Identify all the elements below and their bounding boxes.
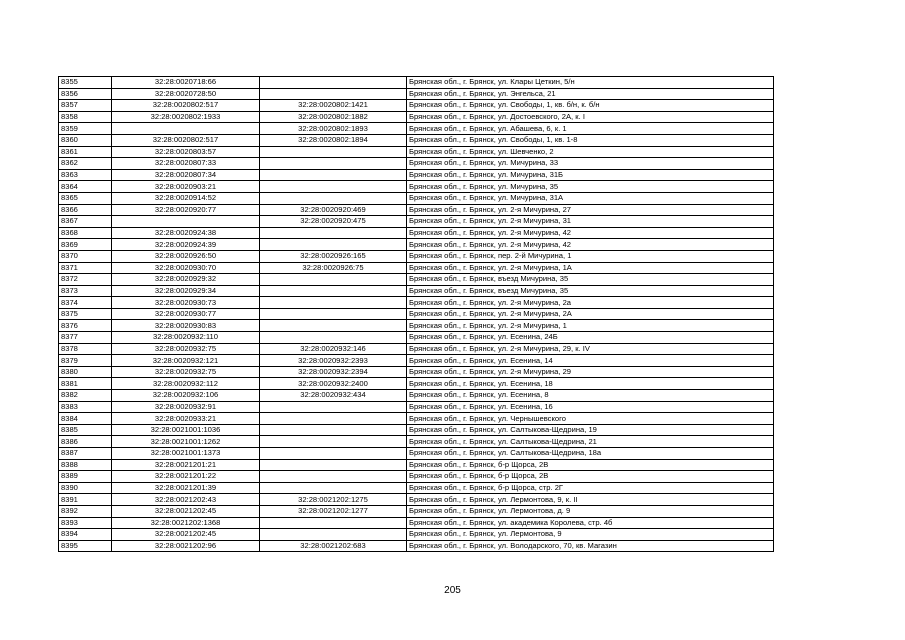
table-row bbox=[59, 540, 774, 552]
cadastral-number-cell: 32:28:0021201:22 bbox=[112, 471, 260, 483]
object-cadastral-number-cell: 32:28:0020920:469 bbox=[260, 204, 407, 216]
row-number-cell: 8390 bbox=[59, 482, 112, 494]
row-number-cell: 8364 bbox=[59, 181, 112, 193]
cadastral-number-cell: 32:28:0020932:75 bbox=[112, 366, 260, 378]
object-cadastral-number-cell: 32:28:0020932:146 bbox=[260, 343, 407, 355]
object-cadastral-number-cell: 32:28:0020932:2393 bbox=[260, 355, 407, 367]
table-row bbox=[59, 285, 774, 297]
address-cell: Брянская обл., г. Брянск, ул. Абашева, 6, к. 1 bbox=[407, 123, 774, 135]
row-number-cell: 8375 bbox=[59, 308, 112, 320]
address-cell: Брянская обл., г. Брянск, ул. 2-я Мичурина, 2А bbox=[407, 308, 774, 320]
table-row bbox=[59, 216, 774, 228]
row-number-cell: 8386 bbox=[59, 436, 112, 448]
address-cell: Брянская обл., г. Брянск, ул. Салтыкова-Щедрина, 18а bbox=[407, 448, 774, 460]
row-number-cell: 8377 bbox=[59, 332, 112, 344]
object-cadastral-number-cell bbox=[260, 413, 407, 425]
address-cell: Брянская обл., г. Брянск, ул. Энгельса, 21 bbox=[407, 88, 774, 100]
address-cell: Брянская обл., г. Брянск, ул. Мичурина, 35 bbox=[407, 181, 774, 193]
cadastral-number-cell: 32:28:0020933:21 bbox=[112, 413, 260, 425]
table-row bbox=[59, 297, 774, 309]
object-cadastral-number-cell bbox=[260, 192, 407, 204]
row-number-cell: 8374 bbox=[59, 297, 112, 309]
table-row bbox=[59, 482, 774, 494]
cadastral-number-cell: 32:28:0020932:121 bbox=[112, 355, 260, 367]
table-row bbox=[59, 262, 774, 274]
object-cadastral-number-cell bbox=[260, 448, 407, 460]
cadastral-number-cell: 32:28:0020914:52 bbox=[112, 192, 260, 204]
cadastral-number-cell: 32:28:0020802:517 bbox=[112, 134, 260, 146]
object-cadastral-number-cell: 32:28:0021202:683 bbox=[260, 540, 407, 552]
cadastral-number-cell: 32:28:0020718:66 bbox=[112, 77, 260, 89]
row-number-cell: 8357 bbox=[59, 100, 112, 112]
address-cell: Брянская обл., г. Брянск, ул. 2-я Мичурина, 42 bbox=[407, 227, 774, 239]
object-cadastral-number-cell: 32:28:0020932:2394 bbox=[260, 366, 407, 378]
cadastral-number-cell: 32:28:0020932:110 bbox=[112, 332, 260, 344]
object-cadastral-number-cell bbox=[260, 77, 407, 89]
address-cell: Брянская обл., г. Брянск, ул. 2-я Мичурина, 31 bbox=[407, 216, 774, 228]
table-row bbox=[59, 169, 774, 181]
object-cadastral-number-cell bbox=[260, 459, 407, 471]
row-number-cell: 8362 bbox=[59, 158, 112, 170]
address-cell: Брянская обл., г. Брянск, ул. 2-я Мичурина, 29, к. IV bbox=[407, 343, 774, 355]
table-row bbox=[59, 355, 774, 367]
object-cadastral-number-cell bbox=[260, 436, 407, 448]
cadastral-number-cell: 32:28:0021001:1373 bbox=[112, 448, 260, 460]
address-cell: Брянская обл., г. Брянск, ул. Есенина, 18 bbox=[407, 378, 774, 390]
address-cell: Брянская обл., г. Брянск, ул. Салтыкова-Щедрина, 21 bbox=[407, 436, 774, 448]
table-row bbox=[59, 88, 774, 100]
object-cadastral-number-cell: 32:28:0020802:1893 bbox=[260, 123, 407, 135]
table-row bbox=[59, 378, 774, 390]
row-number-cell: 8388 bbox=[59, 459, 112, 471]
row-number-cell: 8371 bbox=[59, 262, 112, 274]
address-cell: Брянская обл., г. Брянск, ул. Шевченко, 2 bbox=[407, 146, 774, 158]
row-number-cell: 8366 bbox=[59, 204, 112, 216]
address-cell: Брянская обл., г. Брянск, ул. Есенина, 8 bbox=[407, 390, 774, 402]
row-number-cell: 8394 bbox=[59, 529, 112, 541]
object-cadastral-number-cell bbox=[260, 158, 407, 170]
table-row bbox=[59, 517, 774, 529]
cadastral-number-cell: 32:28:0020932:91 bbox=[112, 401, 260, 413]
row-number-cell: 8381 bbox=[59, 378, 112, 390]
cadastral-number-cell: 32:28:0020903:21 bbox=[112, 181, 260, 193]
row-number-cell: 8380 bbox=[59, 366, 112, 378]
cadastral-number-cell: 32:28:0021201:39 bbox=[112, 482, 260, 494]
row-number-cell: 8393 bbox=[59, 517, 112, 529]
cadastral-number-cell: 32:28:0020929:32 bbox=[112, 274, 260, 286]
table-row bbox=[59, 424, 774, 436]
row-number-cell: 8370 bbox=[59, 250, 112, 262]
table-row bbox=[59, 320, 774, 332]
cadastral-number-cell: 32:28:0021202:45 bbox=[112, 505, 260, 517]
row-number-cell: 8367 bbox=[59, 216, 112, 228]
address-cell: Брянская обл., г. Брянск, ул. 2-я Мичурина, 2а bbox=[407, 297, 774, 309]
object-cadastral-number-cell: 32:28:0021202:1275 bbox=[260, 494, 407, 506]
object-cadastral-number-cell bbox=[260, 424, 407, 436]
table-row bbox=[59, 494, 774, 506]
cadastral-number-cell: 32:28:0020920:77 bbox=[112, 204, 260, 216]
table-row bbox=[59, 413, 774, 425]
table-row bbox=[59, 123, 774, 135]
table-row bbox=[59, 204, 774, 216]
table-row bbox=[59, 471, 774, 483]
object-cadastral-number-cell: 32:28:0020932:2400 bbox=[260, 378, 407, 390]
object-cadastral-number-cell bbox=[260, 146, 407, 158]
object-cadastral-number-cell bbox=[260, 517, 407, 529]
table-row bbox=[59, 77, 774, 89]
address-cell: Брянская обл., г. Брянск, ул. Мичурина, 31А bbox=[407, 192, 774, 204]
cadastral-number-cell: 32:28:0020807:34 bbox=[112, 169, 260, 181]
cadastral-number-cell: 32:28:0020728:50 bbox=[112, 88, 260, 100]
table-row bbox=[59, 192, 774, 204]
table-row bbox=[59, 505, 774, 517]
table-row bbox=[59, 134, 774, 146]
cadastral-number-cell: 32:28:0021202:96 bbox=[112, 540, 260, 552]
object-cadastral-number-cell bbox=[260, 401, 407, 413]
address-cell: Брянская обл., г. Брянск, ул. Мичурина, 31Б bbox=[407, 169, 774, 181]
row-number-cell: 8363 bbox=[59, 169, 112, 181]
cadastral-number-cell: 32:28:0021202:43 bbox=[112, 494, 260, 506]
cadastral-number-cell: 32:28:0020930:70 bbox=[112, 262, 260, 274]
row-number-cell: 8368 bbox=[59, 227, 112, 239]
object-cadastral-number-cell: 32:28:0020926:165 bbox=[260, 250, 407, 262]
object-cadastral-number-cell bbox=[260, 181, 407, 193]
cadastral-number-cell bbox=[112, 123, 260, 135]
table-row bbox=[59, 158, 774, 170]
object-cadastral-number-cell bbox=[260, 471, 407, 483]
table-row bbox=[59, 111, 774, 123]
row-number-cell: 8360 bbox=[59, 134, 112, 146]
address-cell: Брянская обл., г. Брянск, ул. Лермонтова, 9 bbox=[407, 529, 774, 541]
address-cell: Брянская обл., г. Брянск, ул. академика Королева, стр. 4б bbox=[407, 517, 774, 529]
address-cell: Брянская обл., г. Брянск, въезд Мичурина, 35 bbox=[407, 274, 774, 286]
address-cell: Брянская обл., г. Брянск, ул. Лермонтова, д. 9 bbox=[407, 505, 774, 517]
row-number-cell: 8358 bbox=[59, 111, 112, 123]
row-number-cell: 8355 bbox=[59, 77, 112, 89]
object-cadastral-number-cell: 32:28:0020802:1894 bbox=[260, 134, 407, 146]
cadastral-number-cell: 32:28:0020802:517 bbox=[112, 100, 260, 112]
cadastral-number-cell: 32:28:0020932:112 bbox=[112, 378, 260, 390]
row-number-cell: 8384 bbox=[59, 413, 112, 425]
row-number-cell: 8372 bbox=[59, 274, 112, 286]
table-row bbox=[59, 181, 774, 193]
cadastral-number-cell bbox=[112, 216, 260, 228]
cadastral-number-cell: 32:28:0020807:33 bbox=[112, 158, 260, 170]
row-number-cell: 8376 bbox=[59, 320, 112, 332]
object-cadastral-number-cell bbox=[260, 320, 407, 332]
row-number-cell: 8383 bbox=[59, 401, 112, 413]
address-cell: Брянская обл., г. Брянск, ул. Есенина, 16 bbox=[407, 401, 774, 413]
row-number-cell: 8391 bbox=[59, 494, 112, 506]
table-row bbox=[59, 343, 774, 355]
object-cadastral-number-cell bbox=[260, 285, 407, 297]
object-cadastral-number-cell: 32:28:0020802:1882 bbox=[260, 111, 407, 123]
address-cell: Брянская обл., г. Брянск, ул. 2-я Мичурина, 27 bbox=[407, 204, 774, 216]
address-cell: Брянская обл., г. Брянск, пер. 2-й Мичурина, 1 bbox=[407, 250, 774, 262]
address-cell: Брянская обл., г. Брянск, б-р Щорса, стр. 2Г bbox=[407, 482, 774, 494]
table-row bbox=[59, 436, 774, 448]
row-number-cell: 8365 bbox=[59, 192, 112, 204]
object-cadastral-number-cell bbox=[260, 239, 407, 251]
object-cadastral-number-cell bbox=[260, 529, 407, 541]
address-cell: Брянская обл., г. Брянск, ул. Володарского, 70, кв. Магазин bbox=[407, 540, 774, 552]
cadastral-number-cell: 32:28:0020802:1933 bbox=[112, 111, 260, 123]
row-number-cell: 8382 bbox=[59, 390, 112, 402]
row-number-cell: 8359 bbox=[59, 123, 112, 135]
cadastral-number-cell: 32:28:0020924:39 bbox=[112, 239, 260, 251]
cadastral-number-cell: 32:28:0020929:34 bbox=[112, 285, 260, 297]
address-cell: Брянская обл., г. Брянск, ул. Чернышевского bbox=[407, 413, 774, 425]
address-cell: Брянская обл., г. Брянск, ул. 2-я Мичурина, 1А bbox=[407, 262, 774, 274]
table-row bbox=[59, 250, 774, 262]
row-number-cell: 8369 bbox=[59, 239, 112, 251]
address-cell: Брянская обл., г. Брянск, ул. Есенина, 24Б bbox=[407, 332, 774, 344]
address-cell: Брянская обл., г. Брянск, ул. Лермонтова, 9, к. II bbox=[407, 494, 774, 506]
cadastral-number-cell: 32:28:0021001:1036 bbox=[112, 424, 260, 436]
address-cell: Брянская обл., г. Брянск, б-р Щорса, 2В bbox=[407, 459, 774, 471]
address-cell: Брянская обл., г. Брянск, ул. Салтыкова-Щедрина, 19 bbox=[407, 424, 774, 436]
address-cell: Брянская обл., г. Брянск, ул. Мичурина, 33 bbox=[407, 158, 774, 170]
table-row bbox=[59, 227, 774, 239]
row-number-cell: 8389 bbox=[59, 471, 112, 483]
object-cadastral-number-cell bbox=[260, 332, 407, 344]
row-number-cell: 8373 bbox=[59, 285, 112, 297]
object-cadastral-number-cell bbox=[260, 482, 407, 494]
registry-table-body bbox=[59, 77, 774, 552]
object-cadastral-number-cell: 32:28:0020932:434 bbox=[260, 390, 407, 402]
table-row bbox=[59, 459, 774, 471]
cadastral-number-cell: 32:28:0020930:77 bbox=[112, 308, 260, 320]
cadastral-number-cell: 32:28:0020924:38 bbox=[112, 227, 260, 239]
object-cadastral-number-cell bbox=[260, 88, 407, 100]
cadastral-number-cell: 32:28:0020930:73 bbox=[112, 297, 260, 309]
address-cell: Брянская обл., г. Брянск, ул. Достоевского, 2А, к. I bbox=[407, 111, 774, 123]
address-cell: Брянская обл., г. Брянск, ул. Есенина, 14 bbox=[407, 355, 774, 367]
address-cell: Брянская обл., г. Брянск, въезд Мичурина, 35 bbox=[407, 285, 774, 297]
cadastral-number-cell: 32:28:0020930:83 bbox=[112, 320, 260, 332]
row-number-cell: 8379 bbox=[59, 355, 112, 367]
address-cell: Брянская обл., г. Брянск, ул. Клары Цеткин, 5/н bbox=[407, 77, 774, 89]
cadastral-number-cell: 32:28:0020932:75 bbox=[112, 343, 260, 355]
page-number: 205 bbox=[444, 585, 461, 596]
row-number-cell: 8392 bbox=[59, 505, 112, 517]
object-cadastral-number-cell bbox=[260, 169, 407, 181]
table-row bbox=[59, 274, 774, 286]
table-row bbox=[59, 146, 774, 158]
row-number-cell: 8387 bbox=[59, 448, 112, 460]
address-cell: Брянская обл., г. Брянск, ул. 2-я Мичурина, 29 bbox=[407, 366, 774, 378]
table-row bbox=[59, 529, 774, 541]
row-number-cell: 8361 bbox=[59, 146, 112, 158]
table-row bbox=[59, 308, 774, 320]
table-row bbox=[59, 390, 774, 402]
address-cell: Брянская обл., г. Брянск, ул. Свободы, 1, кв. 1-8 bbox=[407, 134, 774, 146]
object-cadastral-number-cell: 32:28:0020802:1421 bbox=[260, 100, 407, 112]
cadastral-number-cell: 32:28:0021201:21 bbox=[112, 459, 260, 471]
address-cell: Брянская обл., г. Брянск, ул. 2-я Мичурина, 42 bbox=[407, 239, 774, 251]
row-number-cell: 8385 bbox=[59, 424, 112, 436]
object-cadastral-number-cell: 32:28:0021202:1277 bbox=[260, 505, 407, 517]
cadastral-number-cell: 32:28:0021001:1262 bbox=[112, 436, 260, 448]
table-row bbox=[59, 448, 774, 460]
object-cadastral-number-cell: 32:28:0020920:475 bbox=[260, 216, 407, 228]
registry-table bbox=[58, 76, 774, 552]
cadastral-number-cell: 32:28:0021202:1368 bbox=[112, 517, 260, 529]
table-row bbox=[59, 100, 774, 112]
row-number-cell: 8356 bbox=[59, 88, 112, 100]
address-cell: Брянская обл., г. Брянск, ул. Свободы, 1, кв. б/н, к. б/н bbox=[407, 100, 774, 112]
table-row bbox=[59, 401, 774, 413]
row-number-cell: 8378 bbox=[59, 343, 112, 355]
cadastral-number-cell: 32:28:0020932:106 bbox=[112, 390, 260, 402]
address-cell: Брянская обл., г. Брянск, б-р Щорса, 2В bbox=[407, 471, 774, 483]
table-row bbox=[59, 239, 774, 251]
object-cadastral-number-cell bbox=[260, 274, 407, 286]
table-row bbox=[59, 366, 774, 378]
address-cell: Брянская обл., г. Брянск, ул. 2-я Мичурина, 1 bbox=[407, 320, 774, 332]
object-cadastral-number-cell: 32:28:0020926:75 bbox=[260, 262, 407, 274]
object-cadastral-number-cell bbox=[260, 297, 407, 309]
cadastral-number-cell: 32:28:0020926:50 bbox=[112, 250, 260, 262]
object-cadastral-number-cell bbox=[260, 308, 407, 320]
object-cadastral-number-cell bbox=[260, 227, 407, 239]
cadastral-number-cell: 32:28:0020803:57 bbox=[112, 146, 260, 158]
table-row bbox=[59, 332, 774, 344]
row-number-cell: 8395 bbox=[59, 540, 112, 552]
cadastral-number-cell: 32:28:0021202:45 bbox=[112, 529, 260, 541]
